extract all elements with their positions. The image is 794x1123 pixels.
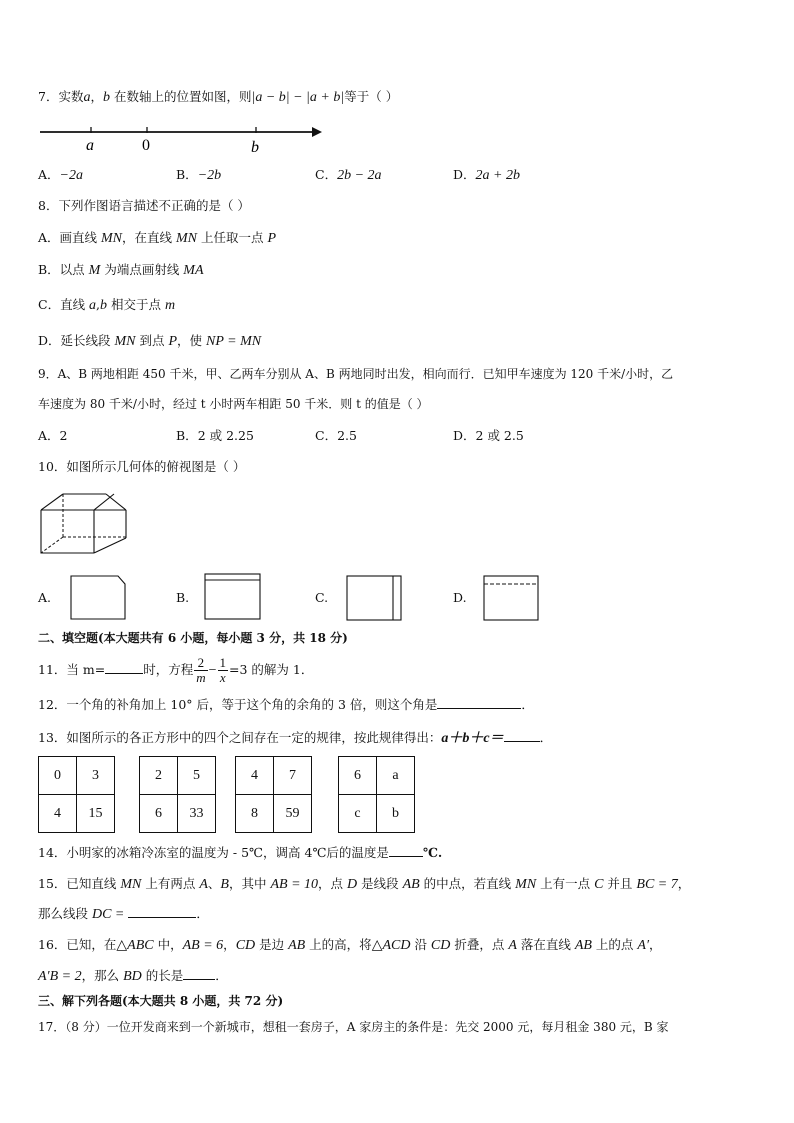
grid-cell: b bbox=[377, 795, 415, 833]
option-value: 2 bbox=[59, 428, 68, 443]
fraction-2-over-m bbox=[194, 656, 207, 685]
text: 12．一个角的补角加上 10° 后，等于这个角的余角的 3 倍，则这个角是 bbox=[38, 697, 438, 712]
math: DC = bbox=[91, 907, 125, 922]
text: ． bbox=[539, 730, 553, 745]
text: 16．已知，在 bbox=[38, 937, 117, 952]
q9-option-c bbox=[315, 428, 357, 444]
q7-text3: 等于（ ） bbox=[344, 89, 399, 104]
math: BD bbox=[123, 969, 142, 984]
text: 11．当 m= bbox=[38, 662, 106, 677]
numerator: 1 bbox=[219, 655, 227, 670]
q7-stem bbox=[38, 89, 398, 106]
option-value: −2b bbox=[197, 168, 222, 183]
text: C．直线 bbox=[38, 297, 90, 312]
option-value: 2.5 bbox=[337, 428, 357, 443]
section-2-heading: 二、填空题(本大题共有 6 小题，每小题 3 分，共 18 分) bbox=[38, 631, 348, 645]
q13-grid-4 bbox=[338, 756, 415, 833]
math: A bbox=[508, 938, 517, 953]
q10-option-a-label: A. bbox=[38, 590, 52, 605]
grid-cell: 59 bbox=[274, 795, 312, 833]
axis-label-a: a bbox=[86, 137, 94, 154]
text: ． bbox=[196, 906, 209, 921]
math: AB bbox=[402, 877, 420, 892]
text: ，其中 bbox=[228, 876, 271, 891]
option-value: 2 或 2.5 bbox=[475, 428, 524, 443]
q10-option-b-label: B. bbox=[176, 590, 190, 605]
q7-number: 7． bbox=[38, 89, 59, 104]
q15-line1 bbox=[38, 876, 690, 893]
option-value: −2a bbox=[59, 168, 83, 183]
text: ， bbox=[677, 876, 691, 891]
text: 中， bbox=[153, 937, 183, 952]
text: ，使 bbox=[177, 333, 206, 348]
q12-blank[interactable] bbox=[437, 697, 521, 709]
math: C bbox=[594, 877, 604, 892]
section-3-heading: 三、解下列各题(本大题共 8 小题，共 72 分) bbox=[38, 994, 284, 1008]
q10-option-d-figure bbox=[483, 575, 543, 621]
math: CD bbox=[430, 938, 451, 953]
math: b bbox=[100, 298, 108, 313]
math: AB bbox=[288, 938, 306, 953]
grid-cell: 8 bbox=[236, 795, 274, 833]
q16-line1 bbox=[38, 937, 662, 954]
grid-cell: 3 bbox=[77, 757, 115, 795]
q10-stem: 10．如图所示几何体的俯视图是（ ） bbox=[38, 459, 246, 474]
fraction-1-over-x bbox=[218, 656, 229, 685]
grid-cell: 6 bbox=[339, 757, 377, 795]
grid-cell: c bbox=[339, 795, 377, 833]
q13 bbox=[38, 730, 552, 747]
q10-option-a-figure bbox=[70, 575, 128, 621]
q9-option-d bbox=[453, 428, 524, 444]
q10-option-d-label: D. bbox=[453, 590, 467, 605]
q7-option-a bbox=[38, 167, 83, 184]
minus-sign: − bbox=[208, 663, 217, 678]
text: 时，方程 bbox=[143, 662, 194, 677]
option-label: A． bbox=[38, 428, 60, 443]
math: MN bbox=[114, 334, 136, 349]
text: ， bbox=[649, 937, 662, 952]
axis-label-b: b bbox=[251, 139, 259, 156]
text: 为端点画射线 bbox=[100, 262, 184, 277]
text: 那么线段 bbox=[38, 906, 92, 921]
q13-grid-1 bbox=[38, 756, 115, 833]
text: ，点 bbox=[318, 876, 348, 891]
option-label: C． bbox=[315, 167, 338, 182]
option-value: 2a + 2b bbox=[475, 168, 520, 183]
text: 的长是 bbox=[141, 968, 184, 983]
numerator: 2 bbox=[194, 656, 207, 671]
text: 上任取一点 bbox=[197, 230, 268, 245]
option-value: 2 或 2.25 bbox=[197, 428, 254, 443]
text: ． bbox=[215, 968, 228, 983]
q12 bbox=[38, 697, 534, 713]
q7-sep: ， bbox=[90, 89, 103, 104]
q9-option-a bbox=[38, 428, 67, 444]
denominator: x bbox=[219, 670, 226, 685]
option-label: D． bbox=[453, 167, 476, 182]
math: MN bbox=[120, 877, 142, 892]
text: 沿 bbox=[410, 937, 431, 952]
text: 相交于点 bbox=[107, 297, 165, 312]
q8-option-b bbox=[38, 262, 204, 279]
text: 是边 bbox=[255, 937, 289, 952]
text: ，那么 bbox=[81, 968, 124, 983]
math: MA bbox=[183, 263, 204, 278]
q14 bbox=[38, 845, 442, 861]
q15-line2 bbox=[38, 906, 209, 923]
option-label: C． bbox=[315, 428, 338, 443]
option-label: B． bbox=[176, 167, 198, 182]
q7-number-line bbox=[38, 118, 338, 158]
math: A′ bbox=[637, 938, 650, 953]
q8-option-d bbox=[38, 333, 261, 350]
math: AB = 10 bbox=[270, 877, 319, 892]
option-label: A． bbox=[38, 167, 60, 182]
q9-option-b bbox=[176, 428, 254, 444]
math: △ACD bbox=[371, 938, 411, 953]
option-value: 2b − 2a bbox=[337, 168, 382, 183]
text: 上有两点 bbox=[141, 876, 200, 891]
q7-text: 实数 bbox=[58, 89, 84, 104]
math: CD bbox=[235, 938, 256, 953]
text: D．延长线段 bbox=[38, 333, 115, 348]
axis-label-zero: 0 bbox=[142, 137, 150, 154]
math: AB = 6 bbox=[182, 938, 224, 953]
text: =3 的解为 1． bbox=[229, 662, 314, 677]
q13-grid-2 bbox=[139, 756, 216, 833]
grid-cell: a bbox=[377, 757, 415, 795]
q7-var-a: a bbox=[83, 90, 91, 105]
q16-blank[interactable] bbox=[183, 968, 215, 980]
q10-option-c-label: C. bbox=[315, 590, 329, 605]
grid-cell: 2 bbox=[140, 757, 178, 795]
math: D bbox=[347, 877, 358, 892]
text: ，在直线 bbox=[122, 230, 176, 245]
q16-line2 bbox=[38, 968, 228, 985]
text: 15．已知直线 bbox=[38, 876, 121, 891]
grid-cell: 33 bbox=[178, 795, 216, 833]
q7-text2: 在数轴上的位置如图，则 bbox=[109, 89, 252, 104]
text: ， bbox=[223, 937, 236, 952]
grid-cell: 6 bbox=[140, 795, 178, 833]
q11 bbox=[38, 654, 313, 687]
text: 上的点 bbox=[591, 937, 638, 952]
grid-cell: 7 bbox=[274, 757, 312, 795]
q8-stem: 8．下列作图语言描述不正确的是（ ） bbox=[38, 198, 250, 213]
q8-option-a bbox=[38, 230, 276, 247]
text: 的中点，若直线 bbox=[419, 876, 516, 891]
math: a bbox=[89, 298, 97, 313]
math: P bbox=[168, 334, 178, 349]
q17: 17．（8 分）一位开发商来到一个新城市，想租一套房子，A 家房主的条件是：先交 2000 元，每月租金 380 元，B 家 bbox=[38, 1020, 669, 1034]
q11-blank[interactable] bbox=[105, 662, 143, 674]
q13-grid-3 bbox=[235, 756, 312, 833]
math: B bbox=[220, 877, 229, 892]
q7-option-c bbox=[315, 167, 382, 184]
q7-var-b: b bbox=[102, 90, 110, 105]
math: m bbox=[164, 298, 176, 313]
text: 上有一点 bbox=[536, 876, 595, 891]
text: 14．小明家的冰箱冷冻室的温度为 - 5℃，调高 4℃后的温度是 bbox=[38, 845, 389, 860]
text: A．画直线 bbox=[38, 230, 102, 245]
grid-cell: 5 bbox=[178, 757, 216, 795]
q7-option-d bbox=[453, 167, 520, 184]
math: MN bbox=[176, 231, 197, 246]
text: 上的高，将 bbox=[305, 937, 372, 952]
q13-blank[interactable] bbox=[504, 730, 540, 742]
q13-expression: a＋b＋c＝ bbox=[441, 731, 504, 746]
math: M bbox=[88, 263, 101, 278]
q10-solid-figure bbox=[38, 490, 130, 556]
q9-line1: 9．A、B 两地相距 450 千米，甲、乙两车分别从 A、B 两地同时出发，相向而行．已知甲车速度为 120 千米/小时，乙 bbox=[38, 367, 674, 381]
text: , bbox=[96, 297, 101, 312]
text: ℃. bbox=[422, 845, 443, 860]
q10-option-b-figure bbox=[204, 573, 262, 621]
q10-option-c-figure bbox=[346, 575, 404, 621]
text: 落在直线 bbox=[516, 937, 575, 952]
denominator: m bbox=[196, 670, 206, 685]
q7-option-b bbox=[176, 167, 221, 184]
q14-blank[interactable] bbox=[389, 845, 423, 857]
math: NP = MN bbox=[206, 334, 262, 349]
math: A bbox=[199, 877, 208, 892]
text: ． bbox=[521, 697, 534, 712]
text: 并且 bbox=[603, 876, 637, 891]
text: 、 bbox=[207, 876, 221, 891]
grid-cell: 4 bbox=[39, 795, 77, 833]
option-label: D． bbox=[453, 428, 476, 443]
math: A′B = 2 bbox=[38, 969, 82, 984]
math: △ABC bbox=[116, 938, 154, 953]
q15-blank[interactable] bbox=[128, 906, 196, 918]
text: 折叠，点 bbox=[450, 937, 509, 952]
grid-cell: 15 bbox=[77, 795, 115, 833]
q9-line2: 车速度为 80 千米/小时，经过 t 小时两车相距 50 千米．则 t 的值是（ ） bbox=[38, 397, 429, 411]
math: BC = 7 bbox=[636, 877, 678, 892]
math: MN bbox=[515, 877, 537, 892]
q7-expression: |a − b| − |a + b| bbox=[251, 90, 345, 105]
option-label: B． bbox=[176, 428, 198, 443]
math: MN bbox=[101, 231, 123, 246]
text: 到点 bbox=[135, 333, 169, 348]
grid-cell: 4 bbox=[236, 757, 274, 795]
math: AB bbox=[574, 938, 592, 953]
text: 13．如图所示的各正方形中的四个之间存在一定的规律，按此规律得出： bbox=[38, 730, 442, 745]
q8-option-c bbox=[38, 297, 175, 314]
text: B．以点 bbox=[38, 262, 89, 277]
text: 是线段 bbox=[357, 876, 403, 891]
math: P bbox=[267, 231, 277, 246]
grid-cell: 0 bbox=[39, 757, 77, 795]
